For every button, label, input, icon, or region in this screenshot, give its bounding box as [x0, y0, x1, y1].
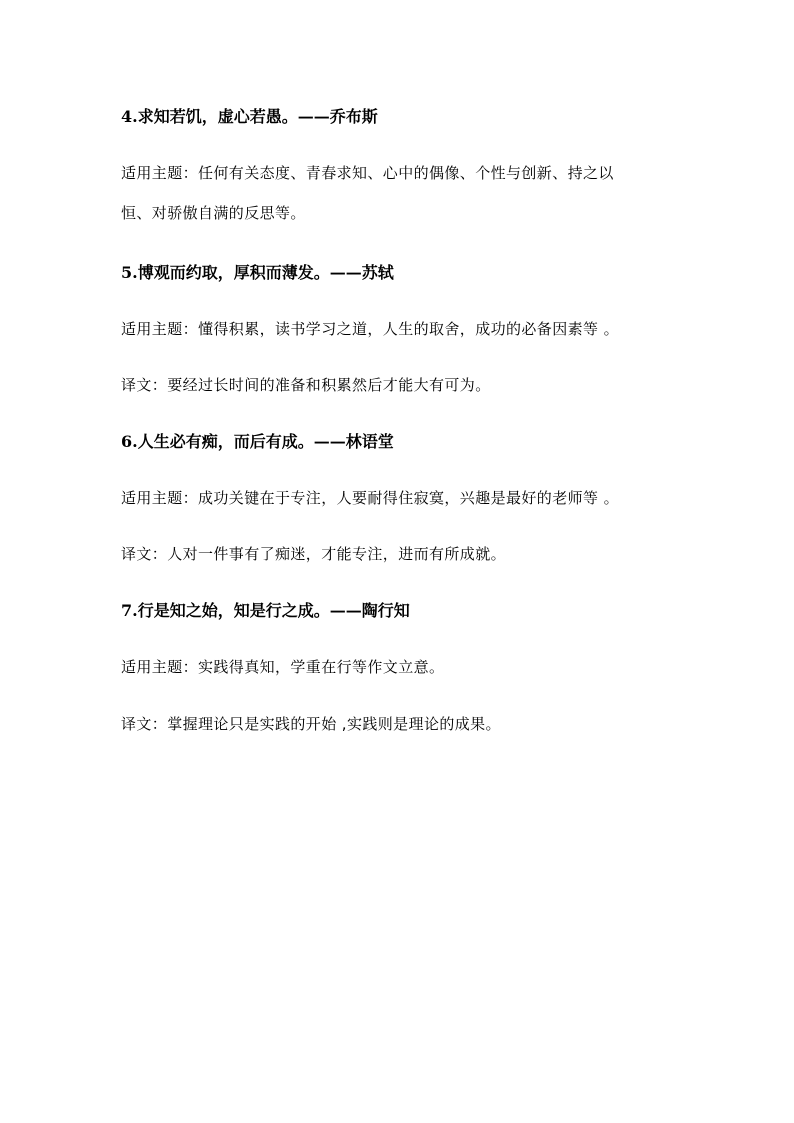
quote-title-7: 7.行是知之始，知是行之成。——陶行知: [121, 601, 410, 620]
quote-title-5: 5.博观而约取，厚积而薄发。——苏轼: [121, 263, 394, 282]
theme-line-4a: 适用主题：任何有关态度、青春求知、心中的偶像、个性与创新、持之以: [121, 164, 614, 182]
translation-line-6: 译文：人对一件事有了痴迷，才能专注，进而有所成就。: [121, 545, 507, 563]
theme-line-5: 适用主题：懂得积累，读书学习之道，人生的取舍，成功的必备因素等 。: [121, 320, 619, 338]
theme-line-4b: 恒、对骄傲自满的反思等。: [121, 204, 306, 222]
theme-line-7: 适用主题：实践得真知，学重在行等作文立意。: [121, 658, 445, 676]
translation-line-7: 译文：掌握理论只是实践的开始 ,实践则是理论的成果。: [121, 715, 501, 733]
translation-line-5: 译文：要经过长时间的准备和积累然后才能大有可为。: [121, 376, 491, 394]
quote-title-6: 6.人生必有痴，而后有成。——林语堂: [121, 432, 394, 451]
theme-line-6: 适用主题：成功关键在于专注，人要耐得住寂寞，兴趣是最好的老师等 。: [121, 489, 619, 507]
quote-title-4: 4.求知若饥，虚心若愚。——乔布斯: [121, 107, 378, 126]
